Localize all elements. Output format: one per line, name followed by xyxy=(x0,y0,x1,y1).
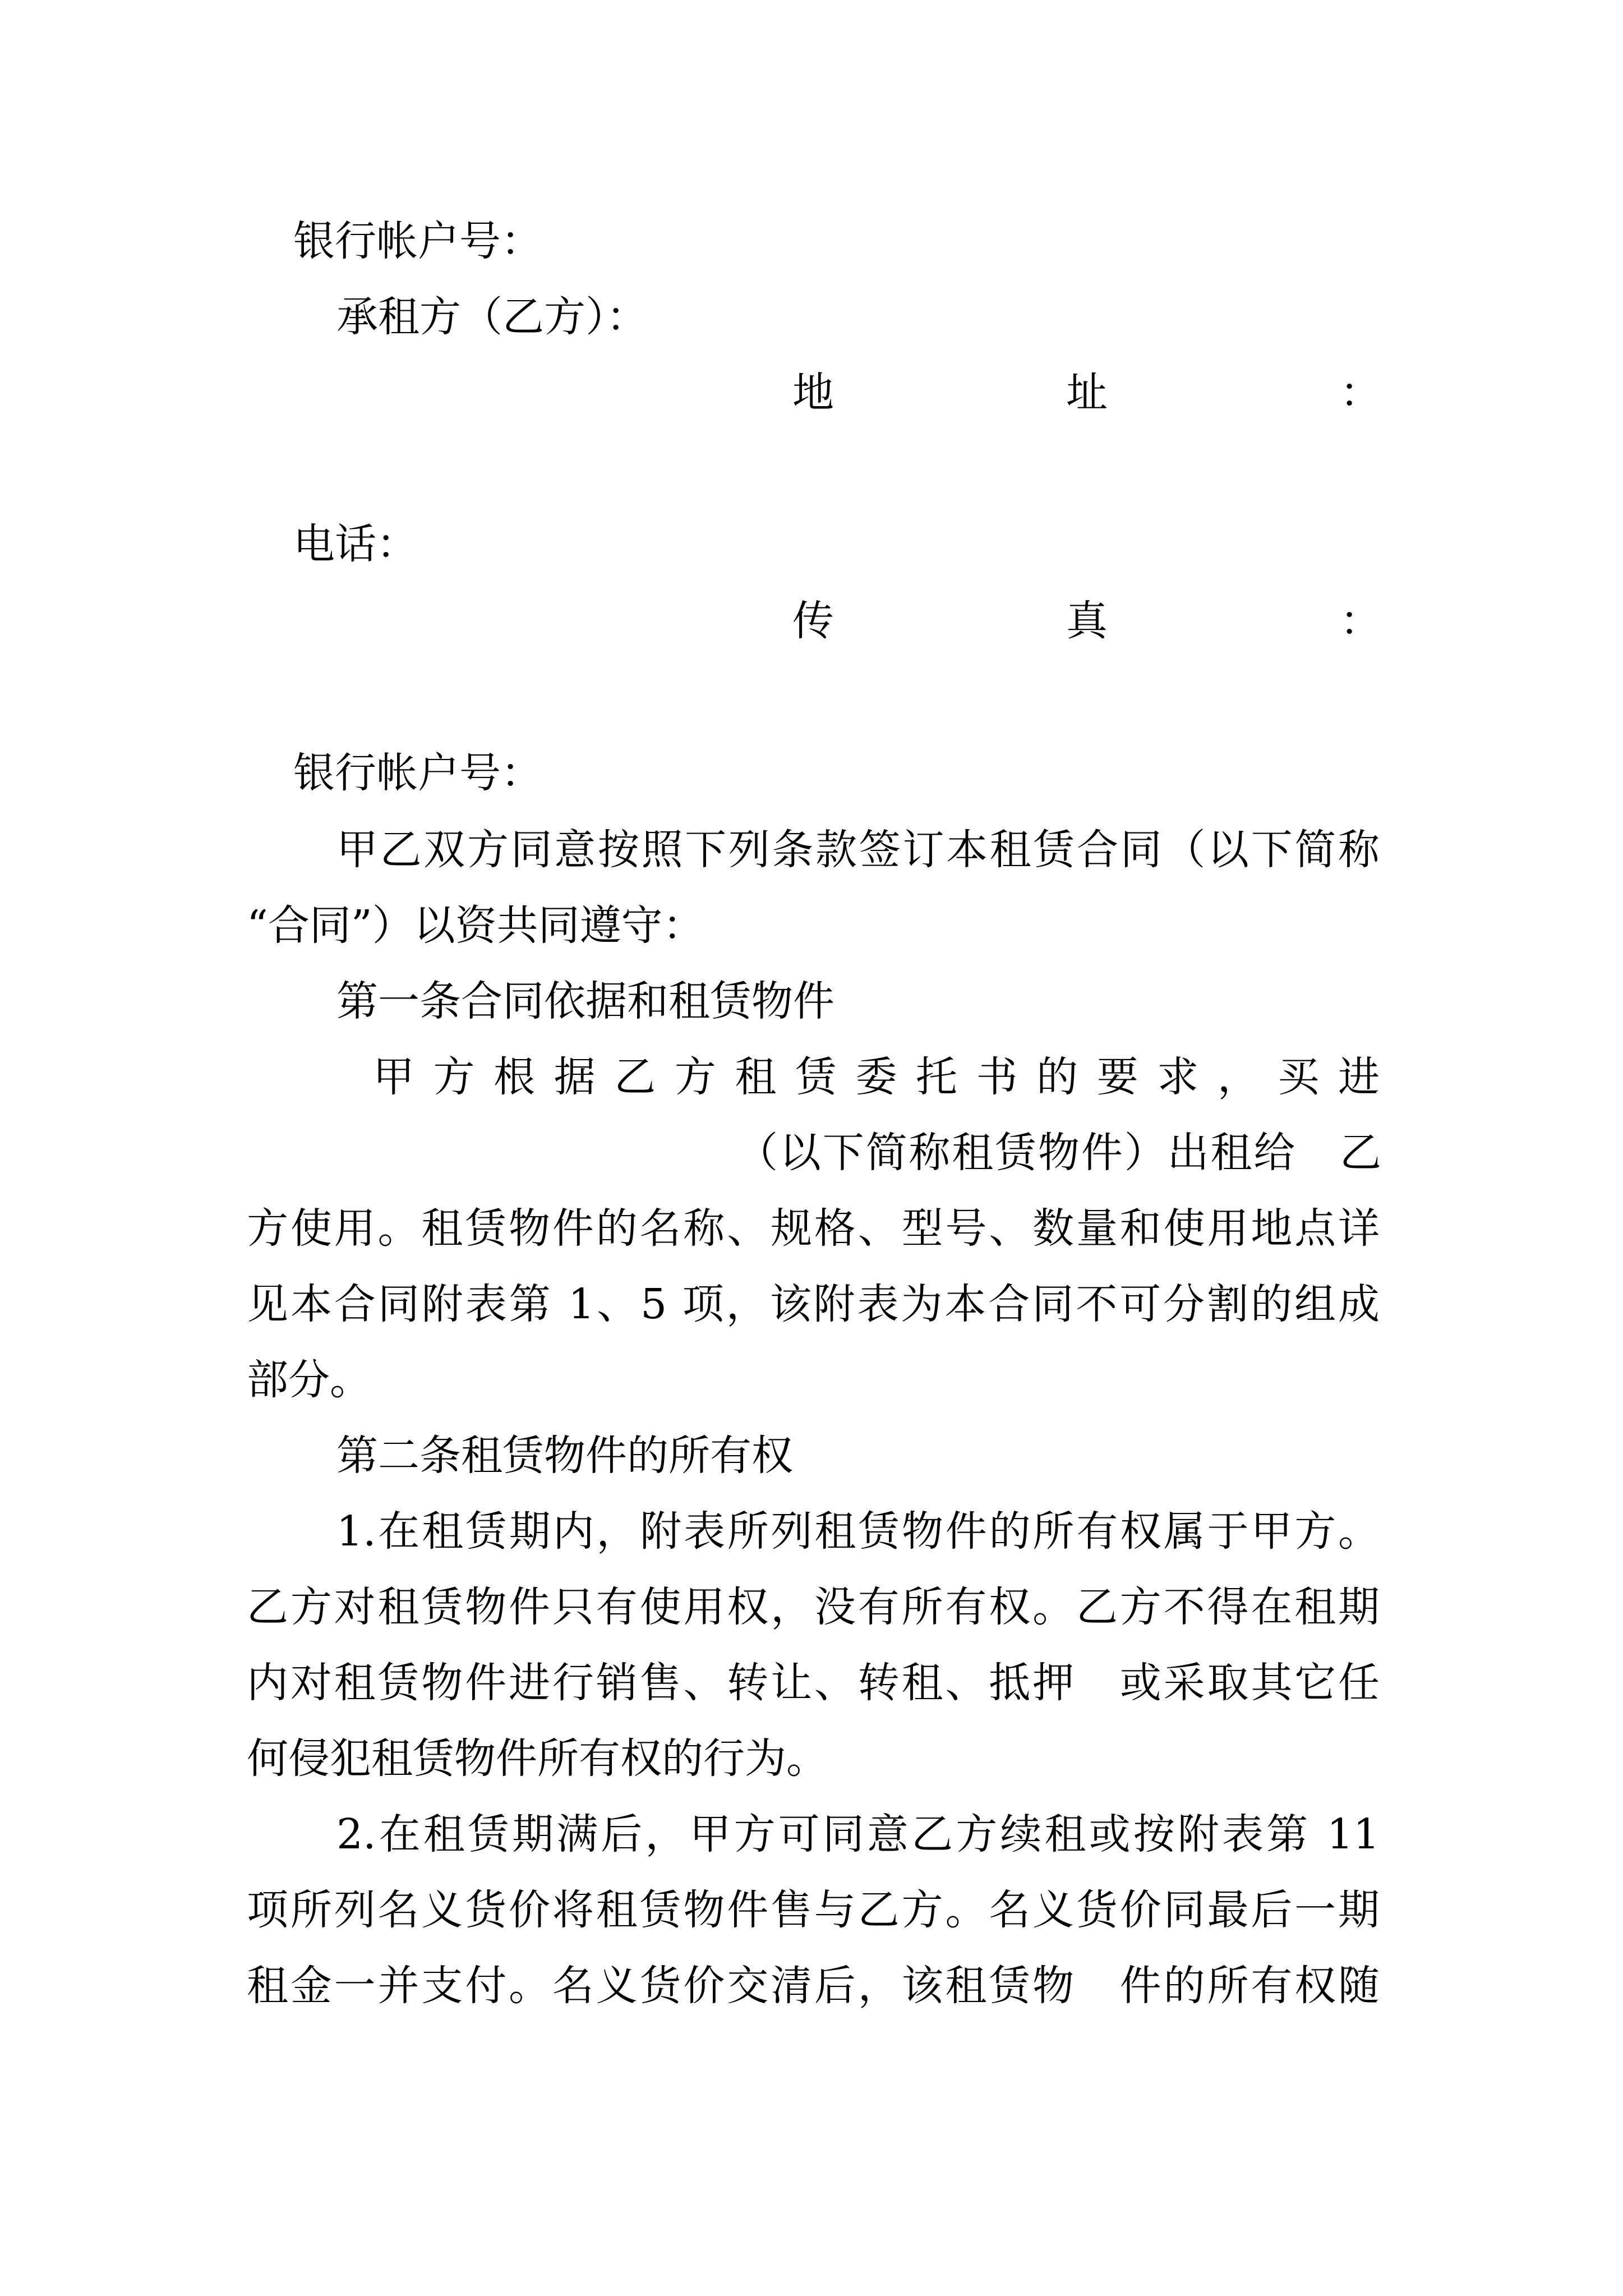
article-2-line-2: 乙方对租赁物件只有使用权，没有所有权。乙方不得在租期 xyxy=(247,1583,1380,1631)
party-b-title: 承租方（乙方）： xyxy=(336,293,648,341)
article-2-line-1: 1.在租赁期内，附表所列租赁物件的所有权属于甲方。 xyxy=(336,1507,1380,1556)
article-1-line-2: （以下简称租赁物件）出租给 乙 xyxy=(736,1129,1381,1177)
party-b-phone-label: 电话： xyxy=(293,520,418,568)
party-a-bank-account-label: 银行帐户号： xyxy=(293,217,542,265)
article-2-line-4: 何侵犯租赁物件所有权的行为。 xyxy=(247,1734,828,1783)
article-2-line-6: 项所列名义货价将租赁物件售与乙方。名义货价同最后一期 xyxy=(247,1886,1380,1934)
article-2-line-3: 内对租赁物件进行销售、转让、转租、抵押 或采取其它任 xyxy=(247,1659,1380,1707)
party-b-bank-account-label: 银行帐户号： xyxy=(293,749,542,797)
article-1-line-1: 甲方根据乙方租赁委托书的要求，买进 xyxy=(373,1053,1380,1101)
article-2-line-7: 租金一并支付。名义货价交清后，该租赁物 件的所有权随 xyxy=(247,1962,1380,2010)
preamble-line-2: “合同”）以资共同遵守： xyxy=(247,901,704,950)
preamble-line-1: 甲乙双方同意按照下列条款签订本租赁合同（以下简称 xyxy=(336,826,1380,874)
article-1-line-3: 方使用。租赁物件的名称、规格、型号、数量和使用地点详 xyxy=(247,1204,1380,1253)
article-1-title: 第一条合同依据和租赁物件 xyxy=(336,977,834,1025)
article-2-title: 第二条租赁物件的所有权 xyxy=(336,1432,793,1480)
party-b-fax-label: 传 真 ： xyxy=(792,597,1381,645)
article-1-line-4: 见本合同附表第 1、5 项，该附表为本合同不可分割的组成 xyxy=(247,1280,1380,1328)
article-2-line-5: 2.在租赁期满后，甲方可同意乙方续租或按附表第 11 xyxy=(336,1810,1380,1858)
article-1-line-5: 部分。 xyxy=(247,1356,371,1404)
party-b-address-label: 地 址 ： xyxy=(792,369,1381,417)
